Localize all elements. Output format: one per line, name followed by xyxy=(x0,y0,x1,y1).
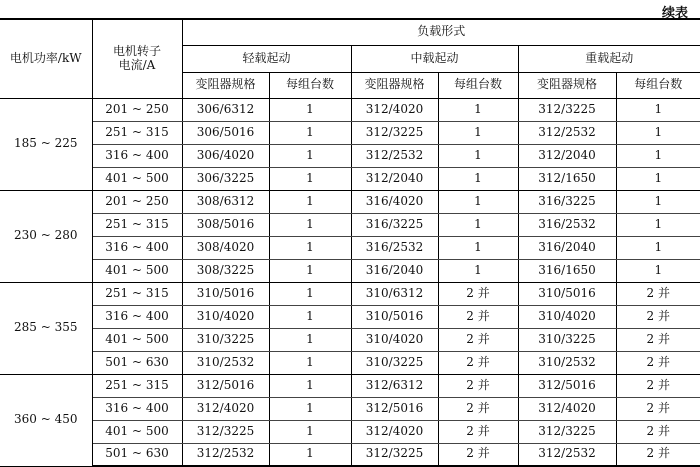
cell-rotor-current: 251 ~ 315 xyxy=(92,374,182,397)
cell-rotor-current: 401 ~ 500 xyxy=(92,167,182,190)
cell-heavy-spec: 312/3225 xyxy=(518,420,616,443)
cell-rotor-current: 501 ~ 630 xyxy=(92,443,182,466)
cell-light-count: 1 xyxy=(269,282,351,305)
cell-heavy-count: 2 并 xyxy=(616,397,700,420)
cell-heavy-count: 2 并 xyxy=(616,374,700,397)
table-row xyxy=(0,259,700,282)
cell-heavy-count: 2 并 xyxy=(616,328,700,351)
cell-medium-spec: 312/4020 xyxy=(351,98,438,121)
cell-light-count: 1 xyxy=(269,213,351,236)
cell-motor-power: 285 ~ 355 xyxy=(0,282,92,374)
cell-rotor-current: 501 ~ 630 xyxy=(92,351,182,374)
cell-light-spec: 306/5016 xyxy=(182,121,269,144)
cell-heavy-spec: 312/2532 xyxy=(518,443,616,466)
header-light-spec: 变阻器规格 xyxy=(182,72,269,98)
cell-medium-count: 2 并 xyxy=(438,397,518,420)
cell-light-count: 1 xyxy=(269,351,351,374)
header-motor-power: 电机功率/kW xyxy=(0,19,92,98)
cell-rotor-current: 251 ~ 315 xyxy=(92,213,182,236)
cell-medium-count: 1 xyxy=(438,213,518,236)
cell-heavy-spec: 312/2040 xyxy=(518,144,616,167)
table-body xyxy=(0,98,700,466)
cell-heavy-count: 1 xyxy=(616,121,700,144)
table-row xyxy=(0,213,700,236)
cell-rotor-current: 316 ~ 400 xyxy=(92,144,182,167)
cell-medium-spec: 312/4020 xyxy=(351,420,438,443)
table-row xyxy=(0,420,700,443)
cell-light-spec: 310/3225 xyxy=(182,328,269,351)
header-rotor-current xyxy=(92,19,182,98)
cell-heavy-count: 1 xyxy=(616,167,700,190)
table-row xyxy=(0,121,700,144)
cell-light-spec: 312/2532 xyxy=(182,443,269,466)
cell-medium-spec: 310/3225 xyxy=(351,351,438,374)
header-medium-count: 每组台数 xyxy=(438,72,518,98)
cell-medium-count: 2 并 xyxy=(438,282,518,305)
cell-motor-power: 185 ~ 225 xyxy=(0,98,92,190)
cell-heavy-spec: 316/2040 xyxy=(518,236,616,259)
cell-medium-spec: 310/4020 xyxy=(351,328,438,351)
cell-light-spec: 306/6312 xyxy=(182,98,269,121)
cell-medium-count: 1 xyxy=(438,259,518,282)
cell-light-spec: 308/6312 xyxy=(182,190,269,213)
cell-heavy-spec: 310/5016 xyxy=(518,282,616,305)
cell-heavy-count: 1 xyxy=(616,236,700,259)
cell-heavy-spec: 312/3225 xyxy=(518,98,616,121)
cell-heavy-spec: 310/2532 xyxy=(518,351,616,374)
header-heavy-count: 每组台数 xyxy=(616,72,700,98)
header-heavy-spec: 变阻器规格 xyxy=(518,72,616,98)
cell-light-spec: 306/3225 xyxy=(182,167,269,190)
cell-light-count: 1 xyxy=(269,305,351,328)
cell-medium-count: 2 并 xyxy=(438,305,518,328)
cell-heavy-spec: 316/3225 xyxy=(518,190,616,213)
cell-light-count: 1 xyxy=(269,259,351,282)
cell-rotor-current: 401 ~ 500 xyxy=(92,259,182,282)
cell-medium-spec: 312/3225 xyxy=(351,443,438,466)
cell-light-spec: 312/3225 xyxy=(182,420,269,443)
cell-medium-count: 2 并 xyxy=(438,374,518,397)
rheostat-selection-table xyxy=(0,18,700,467)
header-rotor-current-line1: 电机转子 xyxy=(112,43,161,58)
header-medium-spec: 变阻器规格 xyxy=(351,72,438,98)
table-row xyxy=(0,144,700,167)
cell-medium-count: 2 并 xyxy=(438,328,518,351)
cell-medium-spec: 310/5016 xyxy=(351,305,438,328)
cell-rotor-current: 251 ~ 315 xyxy=(92,121,182,144)
header-light-count: 每组台数 xyxy=(269,72,351,98)
table-row xyxy=(0,305,700,328)
cell-medium-count: 2 并 xyxy=(438,420,518,443)
cell-heavy-spec: 316/2532 xyxy=(518,213,616,236)
cell-light-spec: 312/4020 xyxy=(182,397,269,420)
table-row xyxy=(0,397,700,420)
table-row xyxy=(0,328,700,351)
cell-rotor-current: 251 ~ 315 xyxy=(92,282,182,305)
cell-medium-spec: 312/2040 xyxy=(351,167,438,190)
cell-heavy-count: 1 xyxy=(616,213,700,236)
cell-heavy-count: 2 并 xyxy=(616,443,700,466)
cell-light-count: 1 xyxy=(269,443,351,466)
cell-medium-count: 2 并 xyxy=(438,443,518,466)
cell-medium-spec: 316/2040 xyxy=(351,259,438,282)
cell-heavy-spec: 312/2532 xyxy=(518,121,616,144)
cell-light-spec: 308/4020 xyxy=(182,236,269,259)
table-caption: 续表 xyxy=(661,6,688,21)
cell-medium-spec: 312/6312 xyxy=(351,374,438,397)
table-row xyxy=(0,167,700,190)
cell-light-count: 1 xyxy=(269,397,351,420)
cell-rotor-current: 401 ~ 500 xyxy=(92,328,182,351)
cell-medium-spec: 312/5016 xyxy=(351,397,438,420)
cell-light-spec: 306/4020 xyxy=(182,144,269,167)
cell-medium-spec: 316/2532 xyxy=(351,236,438,259)
table-row xyxy=(0,236,700,259)
cell-heavy-spec: 316/1650 xyxy=(518,259,616,282)
header-light-start: 轻载起动 xyxy=(182,45,351,72)
cell-rotor-current: 316 ~ 400 xyxy=(92,397,182,420)
table-row xyxy=(0,282,700,305)
cell-heavy-count: 1 xyxy=(616,144,700,167)
cell-rotor-current: 201 ~ 250 xyxy=(92,190,182,213)
cell-medium-count: 2 并 xyxy=(438,351,518,374)
table-row xyxy=(0,351,700,374)
cell-heavy-count: 2 并 xyxy=(616,282,700,305)
cell-medium-spec: 310/6312 xyxy=(351,282,438,305)
cell-light-spec: 310/4020 xyxy=(182,305,269,328)
cell-heavy-count: 1 xyxy=(616,190,700,213)
cell-medium-count: 1 xyxy=(438,167,518,190)
cell-medium-count: 1 xyxy=(438,121,518,144)
cell-heavy-count: 1 xyxy=(616,98,700,121)
table-row xyxy=(0,190,700,213)
header-load-form: 负载形式 xyxy=(182,19,700,45)
cell-heavy-spec: 312/4020 xyxy=(518,397,616,420)
header-heavy-start: 重载起动 xyxy=(518,45,700,72)
cell-medium-count: 1 xyxy=(438,144,518,167)
cell-heavy-spec: 310/4020 xyxy=(518,305,616,328)
table-row xyxy=(0,98,700,121)
cell-rotor-current: 401 ~ 500 xyxy=(92,420,182,443)
cell-rotor-current: 201 ~ 250 xyxy=(92,98,182,121)
cell-light-count: 1 xyxy=(269,167,351,190)
table-row xyxy=(0,374,700,397)
cell-heavy-spec: 310/3225 xyxy=(518,328,616,351)
cell-rotor-current: 316 ~ 400 xyxy=(92,305,182,328)
table-row xyxy=(0,443,700,466)
cell-heavy-count: 1 xyxy=(616,259,700,282)
cell-medium-count: 1 xyxy=(438,190,518,213)
cell-light-spec: 308/3225 xyxy=(182,259,269,282)
cell-light-count: 1 xyxy=(269,144,351,167)
cell-heavy-spec: 312/5016 xyxy=(518,374,616,397)
cell-light-count: 1 xyxy=(269,98,351,121)
cell-light-count: 1 xyxy=(269,328,351,351)
cell-light-spec: 312/5016 xyxy=(182,374,269,397)
cell-light-count: 1 xyxy=(269,121,351,144)
cell-medium-count: 1 xyxy=(438,236,518,259)
cell-heavy-spec: 312/1650 xyxy=(518,167,616,190)
cell-light-spec: 308/5016 xyxy=(182,213,269,236)
cell-light-spec: 310/2532 xyxy=(182,351,269,374)
header-rotor-current-line2: 电流/A xyxy=(118,57,156,72)
cell-medium-spec: 312/3225 xyxy=(351,121,438,144)
cell-motor-power: 230 ~ 280 xyxy=(0,190,92,282)
header-medium-start: 中载起动 xyxy=(351,45,518,72)
cell-medium-spec: 316/3225 xyxy=(351,213,438,236)
cell-rotor-current: 316 ~ 400 xyxy=(92,236,182,259)
cell-medium-spec: 316/4020 xyxy=(351,190,438,213)
cell-heavy-count: 2 并 xyxy=(616,351,700,374)
cell-motor-power: 360 ~ 450 xyxy=(0,374,92,466)
cell-heavy-count: 2 并 xyxy=(616,305,700,328)
cell-light-count: 1 xyxy=(269,420,351,443)
cell-light-count: 1 xyxy=(269,236,351,259)
cell-light-count: 1 xyxy=(269,374,351,397)
cell-light-spec: 310/5016 xyxy=(182,282,269,305)
cell-medium-count: 1 xyxy=(438,98,518,121)
cell-heavy-count: 2 并 xyxy=(616,420,700,443)
cell-medium-spec: 312/2532 xyxy=(351,144,438,167)
cell-light-count: 1 xyxy=(269,190,351,213)
